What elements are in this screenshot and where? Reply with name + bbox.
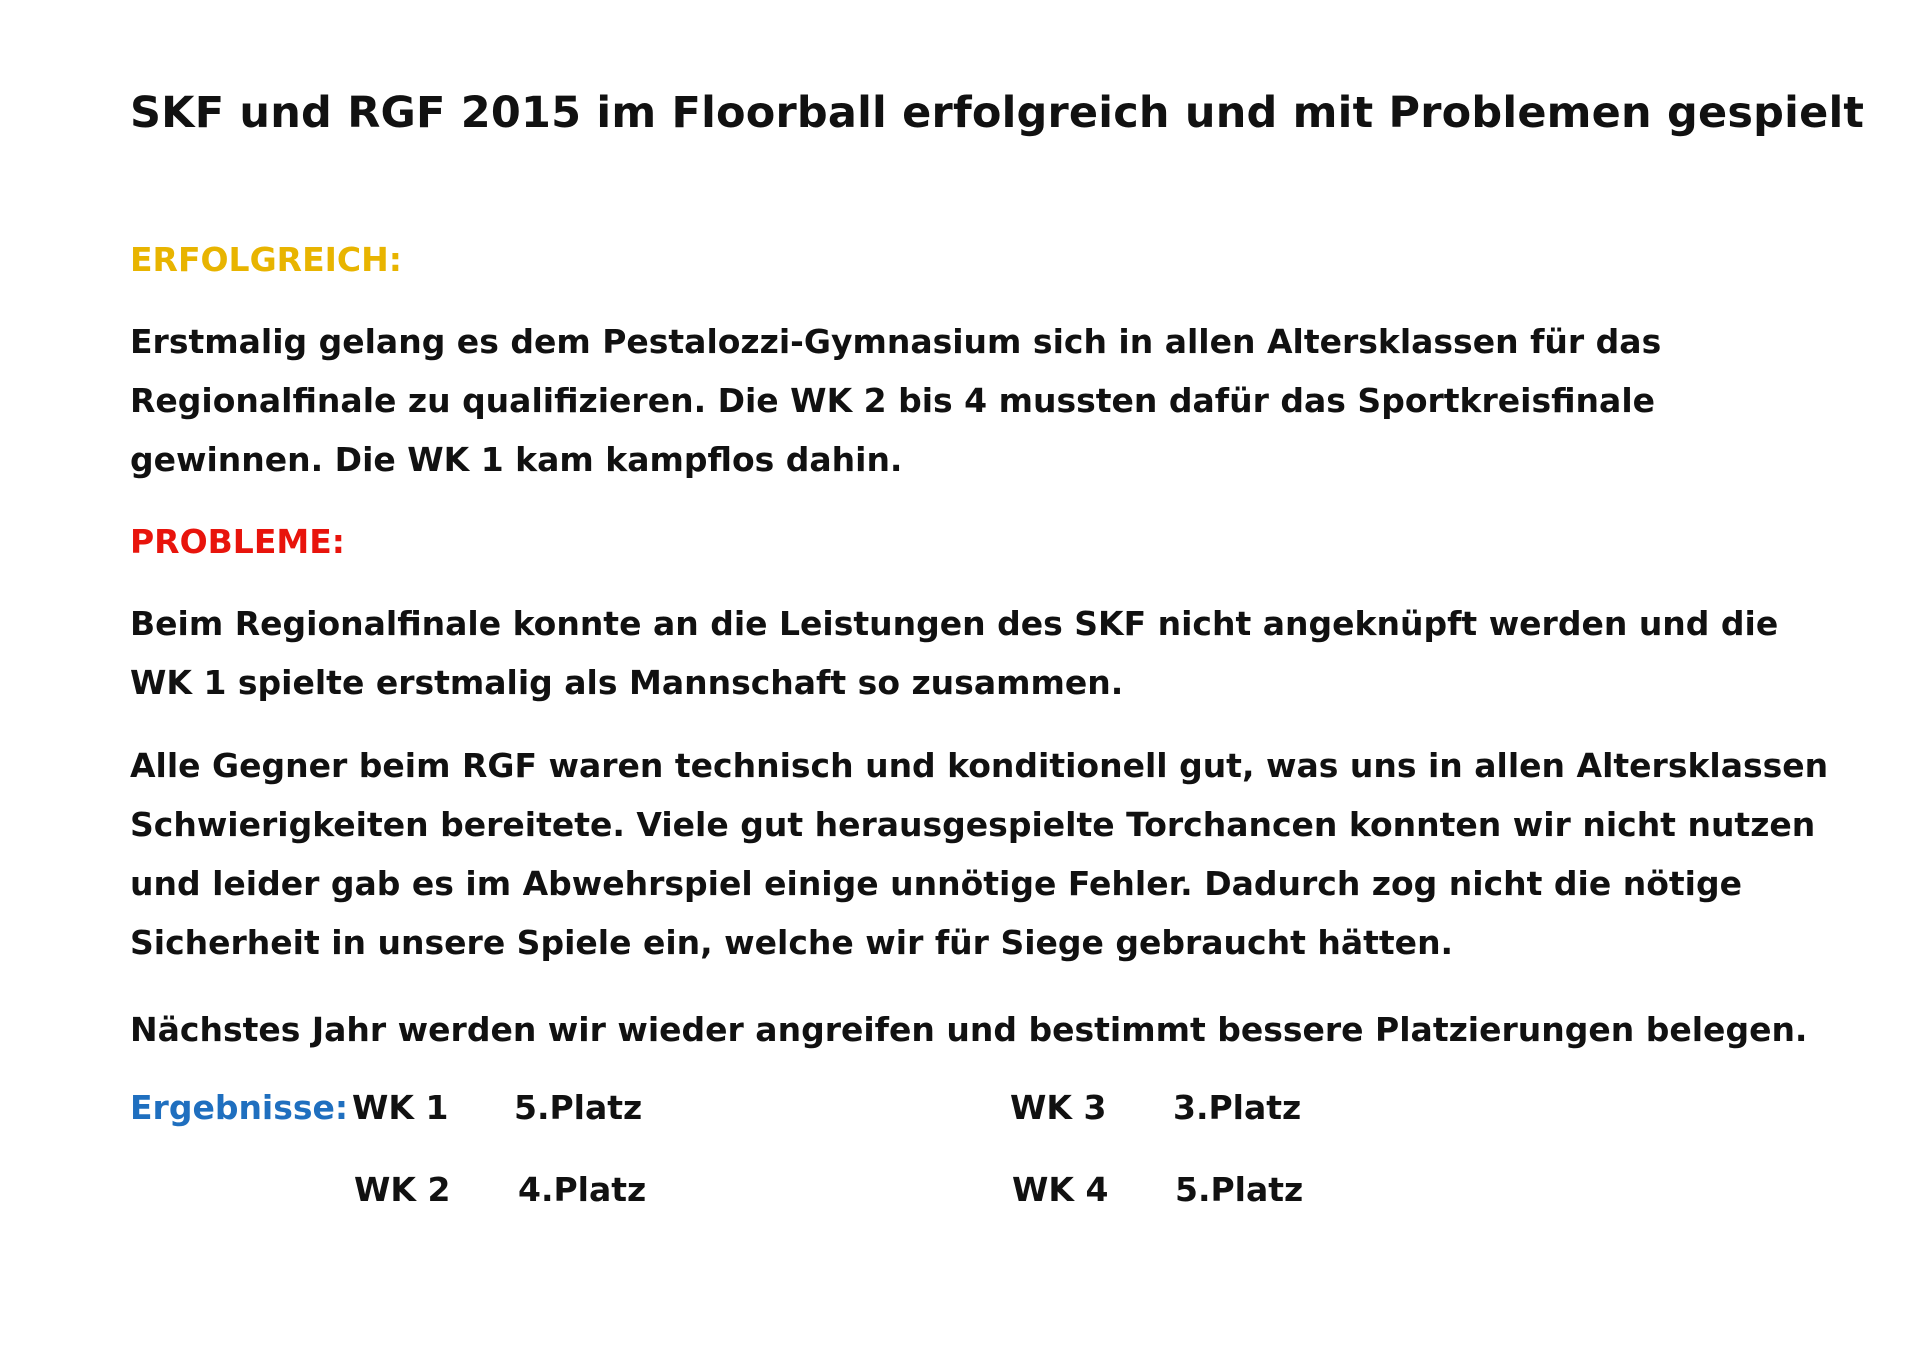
success-heading: ERFOLGREICH: <box>130 240 402 279</box>
result-place-wk1: 5.Platz <box>514 1088 643 1127</box>
page-title: SKF und RGF 2015 im Floorball erfolgreich und mit Problemen gespielt <box>130 88 1865 138</box>
result-place-wk3: 3.Platz <box>1173 1088 1302 1127</box>
result-team-wk2: WK 2 <box>354 1170 451 1209</box>
paragraph-line: Regionalfinale zu qualifizieren. Die WK 2 bis 4 mussten dafür das Sportkreisfinale <box>130 381 1656 420</box>
paragraph-line: Sicherheit in unsere Spiele ein, welche wir für Siege gebraucht hätten. <box>130 923 1454 962</box>
paragraph-line: Erstmalig gelang es dem Pestalozzi-Gymnasium sich in allen Altersklassen für das <box>130 322 1662 361</box>
paragraph-line: Alle Gegner beim RGF waren technisch und konditionell gut, was uns in allen Altersklassen <box>130 746 1829 785</box>
result-team-wk1: WK 1 <box>352 1088 449 1127</box>
paragraph-line: WK 1 spielte erstmalig als Mannschaft so zusammen. <box>130 663 1124 702</box>
paragraph-line: gewinnen. Die WK 1 kam kampflos dahin. <box>130 440 903 479</box>
problems-heading: PROBLEME: <box>130 522 345 561</box>
result-team-wk3: WK 3 <box>1010 1088 1107 1127</box>
problems-paragraph-3 <box>130 1000 1808 1059</box>
paragraph-line: und leider gab es im Abwehrspiel einige unnötige Fehler. Dadurch zog nicht die nötige <box>130 864 1742 903</box>
result-team-wk4: WK 4 <box>1012 1170 1109 1209</box>
results-label: Ergebnisse: <box>130 1088 349 1127</box>
problems-paragraph-1 <box>130 594 1779 712</box>
problems-paragraph-2 <box>130 736 1829 972</box>
result-place-wk4: 5.Platz <box>1175 1170 1304 1209</box>
result-place-wk2: 4.Platz <box>518 1170 647 1209</box>
paragraph-line: Nächstes Jahr werden wir wieder angreifen und bestimmt bessere Platzierungen belegen. <box>130 1010 1808 1049</box>
success-paragraph <box>130 312 1770 489</box>
paragraph-line: Schwierigkeiten bereitete. Viele gut herausgespielte Torchancen konnten wir nicht nutzen <box>130 805 1816 844</box>
paragraph-line: Beim Regionalfinale konnte an die Leistungen des SKF nicht angeknüpft werden und die <box>130 604 1779 643</box>
